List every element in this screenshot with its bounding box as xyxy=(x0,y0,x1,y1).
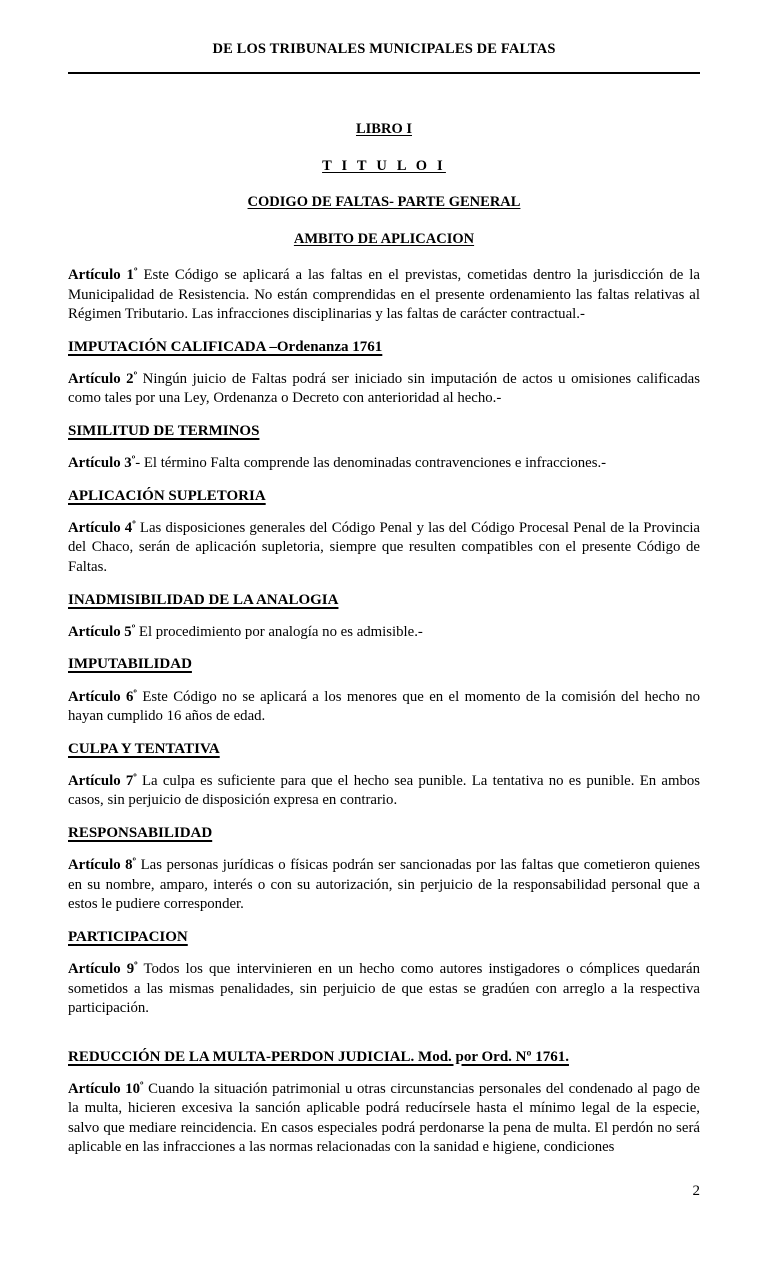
vertical-spacer xyxy=(68,915,700,929)
document-body xyxy=(68,122,700,1158)
title-scope-text: AMBITO DE APLICACION xyxy=(293,230,475,247)
vertical-spacer xyxy=(68,440,700,454)
section-heading-text: CULPA Y TENTATIVA xyxy=(68,740,220,757)
article-label-text: Artículo 5 xyxy=(68,623,132,640)
article-body-text: - El término Falta comprende las denominadas contravenciones e infracciones.- xyxy=(135,455,607,472)
section-heading xyxy=(68,488,700,505)
article-label-text: Artículo 2 xyxy=(68,370,134,387)
vertical-spacer xyxy=(68,946,700,960)
section-heading-text: REDUCCIÓN DE LA MULTA-PERDON JUDICIAL. Mod. por Ord. Nº 1761. xyxy=(68,1048,569,1065)
vertical-spacer xyxy=(68,842,700,856)
title-section xyxy=(68,159,700,174)
section-heading-text: IMPUTACIÓN CALIFICADA –Ordenanza 1761 xyxy=(68,338,383,355)
article-ordinal-mark: º xyxy=(133,688,137,700)
section-heading xyxy=(68,741,700,758)
section-heading-text: IMPUTABILIDAD xyxy=(68,656,192,673)
article-ordinal-mark: º xyxy=(132,856,137,868)
section-heading xyxy=(68,656,700,673)
article-body-text: La culpa es suficiente para que el hecho sea punible. La tentativa no es punible. En ambos casos, sin perjuicio de disposición expresa en contrario. xyxy=(68,772,701,809)
article-label xyxy=(68,773,137,789)
article-body-text: Las disposiciones generales del Código Penal y las del Código Procesal Penal de la Provincia del Chaco, serán de aplicación supletoria, siempre que resulten compatibles con el presente Código de Faltas. xyxy=(68,519,700,575)
vertical-spacer xyxy=(68,642,700,656)
article-body-text: Este Código se aplicará a las faltas en el previstas, cometidas dentro la jurisdicción de la Municipalidad de Resistencia. No están comprendidas en el presente ordenamiento las faltas relativas al Régimen Tributario. Las infracciones disciplinarias y las faltas de carácter contractual.- xyxy=(68,267,700,323)
section-heading xyxy=(68,929,700,946)
article-label-text: Artículo 6 xyxy=(68,688,134,705)
article-label-text: Artículo 10 xyxy=(68,1080,141,1097)
vertical-spacer xyxy=(68,356,700,370)
section-heading-text: SIMILITUD DE TERMINOS xyxy=(68,422,260,439)
section-heading-text: RESPONSABILIDAD xyxy=(68,824,213,841)
article-label-text: Artículo 7 xyxy=(68,772,134,789)
title-scope xyxy=(68,232,700,247)
article-paragraph xyxy=(68,960,700,1019)
vertical-spacer xyxy=(68,758,700,772)
article-ordinal-mark: º xyxy=(131,454,136,466)
article-paragraph xyxy=(68,454,700,474)
title-code-name xyxy=(68,195,700,210)
article-body-text: Todos los que intervinieren en un hecho como autores instigadores o cómplices quedarán sometidos a las mismas penalidades, sin perjuicio de que estas se gradúen con arreglo a la respectiva participación. xyxy=(68,961,700,1017)
article-paragraph xyxy=(68,1080,700,1158)
article-paragraph xyxy=(68,519,700,578)
vertical-spacer xyxy=(68,474,700,488)
article-paragraph xyxy=(68,623,700,643)
section-heading xyxy=(68,825,700,842)
article-label xyxy=(68,371,137,387)
article-body-text: Este Código no se aplicará a los menores que en el momento de la comisión del hecho no hayan cumplido 16 años de edad. xyxy=(68,688,701,725)
article-body-text: El procedimiento por analogía no es admisible.- xyxy=(135,623,423,640)
running-header-text: DE LOS TRIBUNALES MUNICIPALES DE FALTAS xyxy=(212,41,556,57)
article-ordinal-mark: º xyxy=(134,960,138,972)
vertical-spacer xyxy=(68,578,700,592)
article-body-text: Cuando la situación patrimonial u otras circunstancias personales del condenado al pago de la multa, hicieren excesiva la sanción aplicable podrá reducírsele hasta el mínimo legal de la especie, salvo que mediare reincidencia. En casos especiales podrá perdonarse la pena de multa. El perdón no será aplicable en las infracciones a las normas relacionadas con la sanidad e higiene, condiciones xyxy=(68,1080,700,1156)
title-code-name-text: CODIGO DE FALTAS- PARTE GENERAL xyxy=(247,194,521,210)
article-label xyxy=(68,689,137,705)
vertical-spacer xyxy=(68,811,700,825)
article-paragraph xyxy=(68,772,700,811)
section-heading xyxy=(68,339,700,356)
page-number-text: 2 xyxy=(692,1183,700,1199)
vertical-spacer xyxy=(68,505,700,519)
vertical-spacer xyxy=(68,325,700,339)
article-paragraph xyxy=(68,370,700,409)
article-label xyxy=(68,267,137,283)
article-body-text: Las personas jurídicas o físicas podrán ser sancionadas por las faltas que cometieron quienes en su nombre, amparo, interés o con su autorización, sin perjuicio de la responsabilidad personal que a estos le pudiere corresponder. xyxy=(68,857,700,913)
title-book-text: LIBRO I xyxy=(355,121,412,137)
article-ordinal-mark: º xyxy=(133,772,137,784)
title-section-text: T I T U L O I xyxy=(322,157,446,174)
page-number xyxy=(68,1184,700,1199)
vertical-spacer xyxy=(68,674,700,688)
article-paragraph xyxy=(68,266,700,325)
section-heading xyxy=(68,592,700,609)
title-book xyxy=(68,122,700,137)
article-label-text: Artículo 4 xyxy=(68,519,133,536)
article-label xyxy=(68,1081,144,1097)
vertical-spacer xyxy=(68,1066,700,1080)
vertical-spacer xyxy=(68,609,700,623)
article-label xyxy=(68,624,135,640)
article-label-text: Artículo 8 xyxy=(68,857,133,874)
section-heading-text: PARTICIPACION xyxy=(68,928,188,945)
section-heading xyxy=(68,1049,700,1066)
article-paragraph xyxy=(68,688,700,727)
article-label xyxy=(68,857,136,873)
article-label xyxy=(68,961,138,977)
header-divider-rule xyxy=(68,72,700,74)
sections-container xyxy=(68,266,700,1158)
section-heading-text: INADMISIBILIDAD DE LA ANALOGIA xyxy=(68,591,339,608)
article-ordinal-mark: º xyxy=(131,623,136,635)
article-label-text: Artículo 3 xyxy=(68,455,132,472)
article-ordinal-mark: º xyxy=(132,519,136,531)
article-ordinal-mark: º xyxy=(133,370,138,382)
article-paragraph xyxy=(68,856,700,915)
article-ordinal-mark: º xyxy=(133,266,138,278)
running-header xyxy=(68,42,700,58)
section-heading xyxy=(68,423,700,440)
article-ordinal-mark: º xyxy=(140,1080,144,1092)
article-label-text: Artículo 1 xyxy=(68,267,134,283)
section-heading-text: APLICACIÓN SUPLETORIA xyxy=(68,487,266,504)
vertical-spacer xyxy=(68,727,700,741)
vertical-spacer xyxy=(68,1019,700,1049)
vertical-spacer xyxy=(68,409,700,423)
article-label xyxy=(68,520,136,536)
article-label xyxy=(68,455,135,471)
article-label-text: Artículo 9 xyxy=(68,961,135,978)
article-body-text: Ningún juicio de Faltas podrá ser iniciado sin imputación de actos u omisiones calificadas como tales por una Ley, Ordenanza o Decreto con anterioridad al hecho.- xyxy=(68,370,700,407)
